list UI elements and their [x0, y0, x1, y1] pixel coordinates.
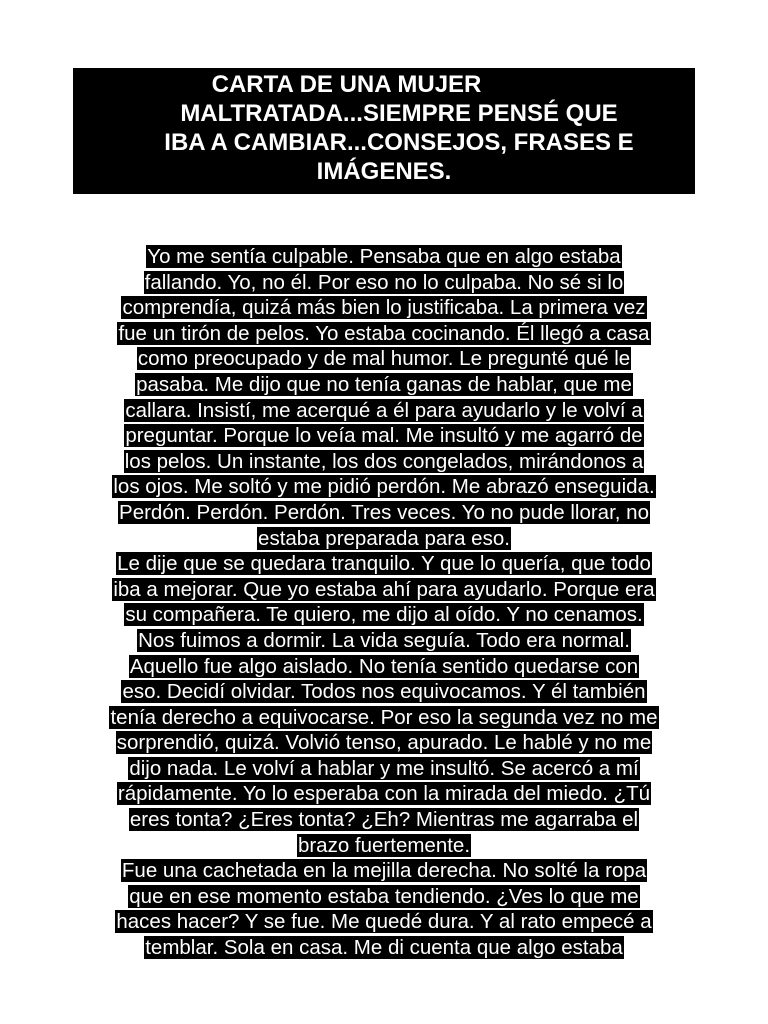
- body-line: [72, 884, 696, 910]
- body-line-text: fue un tirón de pelos. Yo estaba cocinando. Él llegó a casa: [118, 321, 650, 345]
- body-line: [72, 679, 696, 705]
- body-line-text: los pelos. Un instante, los dos congelados, mirándonos a: [124, 449, 644, 473]
- body-line-text: Nos fuimos a dormir. La vida seguía. Todo era normal.: [138, 628, 630, 652]
- body-line: [72, 500, 696, 526]
- body-line: [72, 833, 696, 859]
- letter-body: [72, 244, 696, 961]
- body-line: [72, 781, 696, 807]
- body-line: [72, 423, 696, 449]
- title-line: CARTA DE UNA MUJER: [211, 71, 482, 98]
- body-line: [72, 858, 696, 884]
- body-line: [72, 909, 696, 935]
- body-line: [72, 577, 696, 603]
- body-line: [72, 526, 696, 552]
- body-line-text: sorprendió, quizá. Volvió tenso, apurado. Le hablé y no me: [116, 731, 652, 755]
- body-line-text: iba a mejorar. Que yo estaba ahí para ayudarlo. Porque era: [113, 577, 655, 601]
- body-line-text: rápidamente. Yo lo esperaba con la mirada del miedo. ¿Tú: [117, 782, 651, 806]
- body-line-text: pasaba. Me dijo que no tenía ganas de hablar, que me: [136, 372, 632, 396]
- body-line: [72, 346, 696, 372]
- body-line-text: que en ese momento estaba tendiendo. ¿Ves lo que me: [129, 884, 639, 908]
- body-line-text: como preocupado y de mal humor. Le pregunté qué le: [137, 347, 631, 371]
- body-line: [72, 705, 696, 731]
- body-line-text: temblar. Sola en casa. Me di cuenta que algo estaba: [145, 936, 623, 960]
- title-line: MALTRATADA...SIEMPRE PENSÉ QUE: [180, 100, 618, 127]
- title-line: IBA A CAMBIAR...CONSEJOS, FRASES E: [164, 129, 634, 156]
- body-line-text: estaba preparada para eso.: [258, 526, 510, 550]
- body-line-text: los ojos. Me soltó y me pidió perdón. Me abrazó enseguida.: [113, 475, 655, 499]
- body-line-text: brazo fuertemente.: [297, 833, 471, 857]
- body-line-text: dijo nada. Le volví a hablar y me insultó. Se acercó a mí: [129, 756, 639, 780]
- body-line-text: haces hacer? Y se fue. Me quedé dura. Y al rato empecé a: [116, 910, 652, 934]
- body-line-text: Fue una cachetada en la mejilla derecha. No solté la ropa: [121, 859, 647, 883]
- body-line-text: eres tonta? ¿Eres tonta? ¿Eh? Mientras me agarraba el: [129, 808, 639, 832]
- body-line: [72, 602, 696, 628]
- body-line-text: preguntar. Porque lo veía mal. Me insultó y me agarró de: [125, 424, 643, 448]
- body-line: [72, 551, 696, 577]
- body-line-text: Perdón. Perdón. Perdón. Tres veces. Yo no pude llorar, no: [119, 500, 649, 524]
- body-line: [72, 730, 696, 756]
- body-line: [72, 321, 696, 347]
- body-line: [72, 756, 696, 782]
- body-line: [72, 295, 696, 321]
- body-line: [72, 244, 696, 270]
- body-line-text: tenía derecho a equivocarse. Por eso la segunda vez no me: [110, 705, 658, 729]
- body-line-text: fallando. Yo, no él. Por eso no lo culpaba. No sé si lo: [144, 270, 624, 294]
- body-line-text: Yo me sentía culpable. Pensaba que en algo estaba: [147, 245, 621, 268]
- body-line: [72, 628, 696, 654]
- body-line: [72, 474, 696, 500]
- body-line: [72, 449, 696, 475]
- body-line-text: comprendía, quizá más bien lo justificaba. La primera vez: [122, 296, 646, 320]
- body-line: [72, 372, 696, 398]
- body-line-text: Le dije que se quedara tranquilo. Y que lo quería, que todo: [117, 552, 651, 576]
- body-line: [72, 807, 696, 833]
- body-line: [72, 270, 696, 296]
- body-line-text: Aquello fue algo aislado. No tenía sentido quedarse con: [129, 654, 639, 678]
- body-line-text: callara. Insistí, me acerqué a él para ayudarlo y le volví a: [125, 398, 643, 422]
- body-line: [72, 398, 696, 424]
- document-title: [73, 68, 695, 194]
- body-line: [72, 654, 696, 680]
- body-line-text: su compañera. Te quiero, me dijo al oído. Y no cenamos.: [125, 603, 643, 627]
- body-line: [72, 935, 696, 961]
- body-line-text: eso. Decidí olvidar. Todos nos equivocamos. Y él también: [122, 680, 646, 704]
- title-line: IMÁGENES.: [316, 158, 452, 185]
